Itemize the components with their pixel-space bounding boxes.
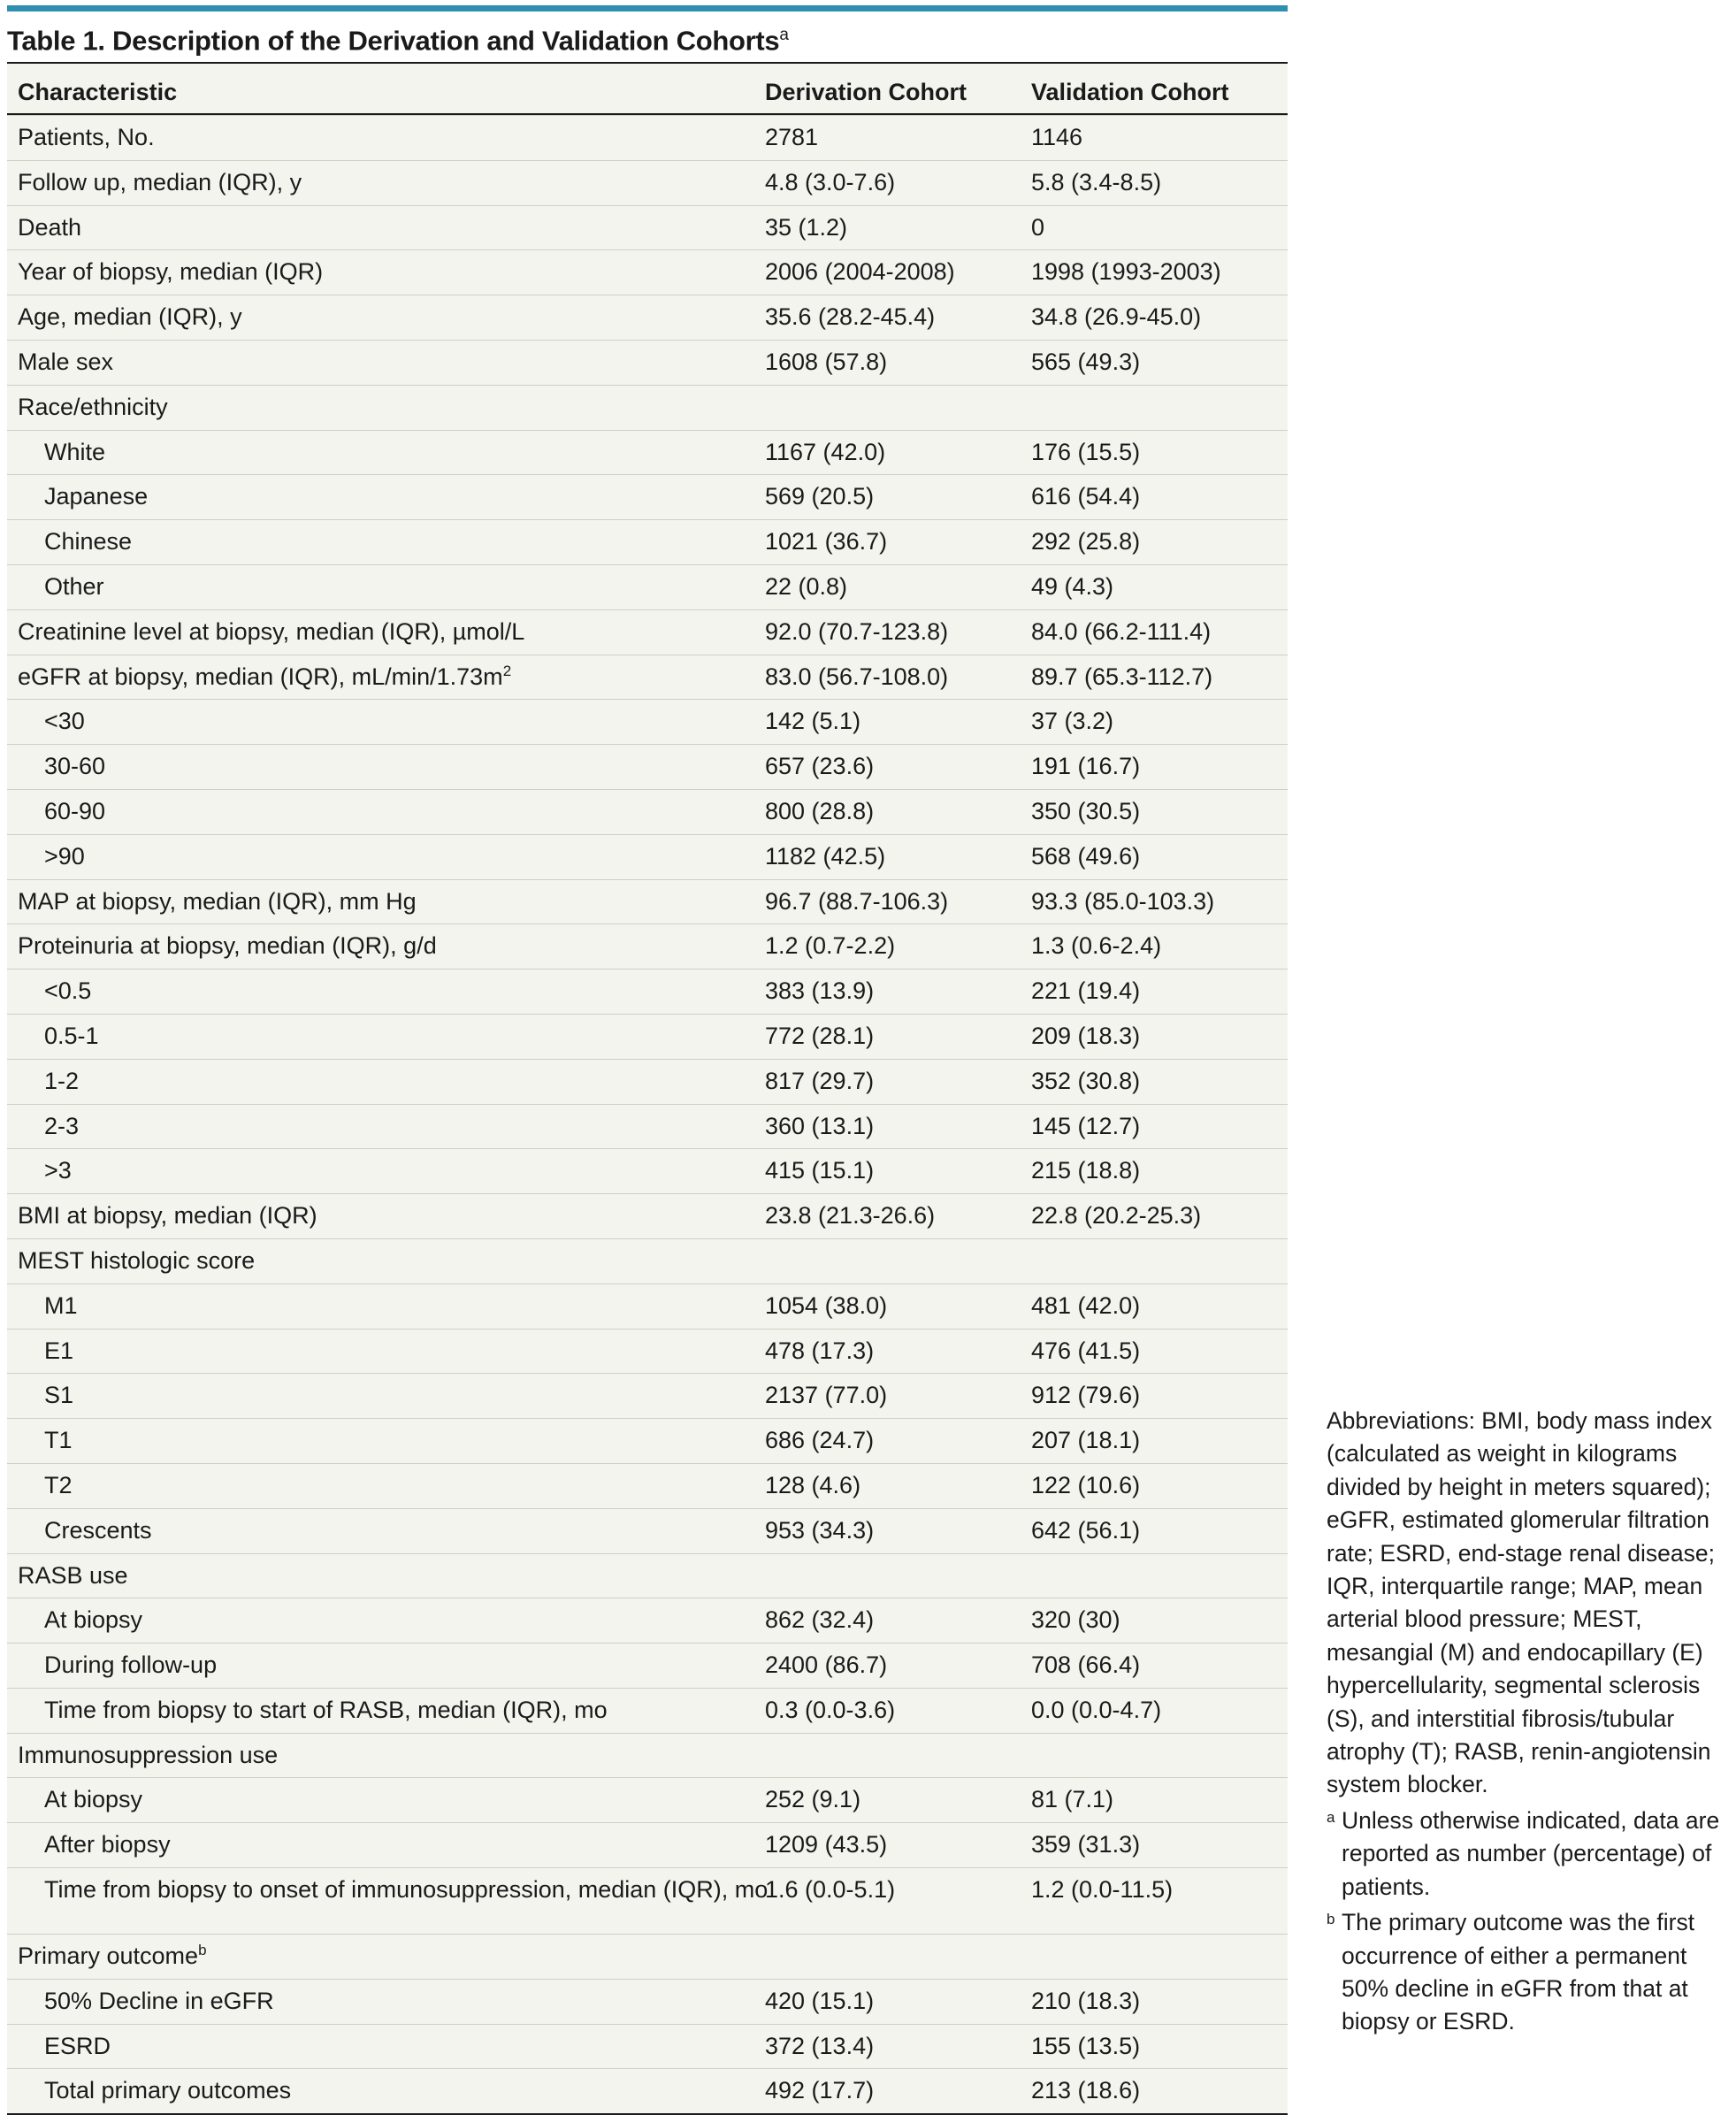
row-derivation-value: 1.2 (0.7-2.2) [765, 932, 896, 960]
row-derivation-value: 2400 (86.7) [765, 1651, 888, 1679]
row-label-superscript: 2 [502, 662, 512, 679]
row-label: Death [18, 213, 82, 241]
row-label: M1 [44, 1291, 78, 1319]
row-derivation-value: 478 (17.3) [765, 1337, 875, 1364]
row-label: Male sex [18, 348, 114, 375]
row-derivation-value: 4.8 (3.0-7.6) [765, 168, 896, 195]
row-label: Primary outcome [18, 1943, 199, 1970]
row-label: Proteinuria at biopsy, median (IQR), g/d [18, 932, 437, 960]
table-row [7, 1553, 1288, 1598]
row-label: Immunosuppression use [18, 1741, 279, 1768]
table-row [7, 834, 1288, 879]
row-characteristic [18, 924, 752, 969]
row-characteristic [44, 2069, 778, 2113]
row-label: MEST histologic score [18, 1246, 256, 1274]
row-label: Patients, No. [18, 124, 155, 150]
row-validation-value: 176 (15.5) [1031, 438, 1141, 465]
row-characteristic [44, 431, 778, 475]
row-validation-value: 568 (49.6) [1031, 842, 1141, 870]
row-label: At biopsy [44, 1786, 143, 1813]
table-row [7, 1979, 1288, 2024]
table-row [7, 1463, 1288, 1508]
row-characteristic [44, 1980, 778, 2024]
row-validation-value: 22.8 (20.2-25.3) [1031, 1202, 1202, 1230]
row-characteristic [18, 206, 752, 250]
row-label: Follow up, median (IQR), y [18, 168, 302, 195]
table-title-text: Table 1. Description of the Derivation and Validation Cohorts [7, 25, 780, 57]
row-label: RASB use [18, 1561, 128, 1589]
row-validation-value: 292 (25.8) [1031, 528, 1141, 556]
row-validation-value: 350 (30.5) [1031, 797, 1141, 824]
row-label: After biopsy [44, 1831, 171, 1858]
row-label: 0.5-1 [44, 1022, 99, 1049]
row-label: 60-90 [44, 797, 106, 824]
row-validation-value: 207 (18.1) [1031, 1427, 1141, 1454]
row-derivation-value: 800 (28.8) [765, 797, 875, 824]
table-row [7, 385, 1288, 430]
row-validation-value: 93.3 (85.0-103.3) [1031, 887, 1215, 915]
row-validation-value: 34.8 (26.9-45.0) [1031, 303, 1202, 331]
row-characteristic [44, 565, 778, 609]
row-characteristic [18, 880, 752, 924]
footnote-b [1327, 1906, 1729, 2039]
row-characteristic [18, 295, 752, 340]
row-characteristic [44, 1015, 778, 1059]
row-label: <0.5 [44, 977, 92, 1005]
row-label: 50% Decline in eGFR [44, 1987, 274, 2014]
row-label: 2-3 [44, 1112, 80, 1139]
table-row [7, 249, 1288, 295]
row-derivation-value: 1021 (36.7) [765, 528, 888, 556]
table-row [7, 1867, 1288, 1934]
row-validation-value: 89.7 (65.3-112.7) [1031, 663, 1213, 690]
table-row [7, 2068, 1288, 2115]
row-label: BMI at biopsy, median (IQR) [18, 1202, 317, 1230]
row-validation-value: 215 (18.8) [1031, 1157, 1141, 1184]
row-characteristic [44, 1778, 778, 1822]
row-characteristic [18, 1734, 752, 1778]
row-validation-value: 155 (13.5) [1031, 2032, 1141, 2059]
row-characteristic [44, 790, 778, 834]
row-label: >3 [44, 1157, 72, 1184]
table-row [7, 1934, 1288, 1979]
row-characteristic [44, 1149, 778, 1193]
row-label: eGFR at biopsy, median (IQR), mL/min/1.73m [18, 663, 503, 690]
row-derivation-value: 2006 (2004-2008) [765, 258, 955, 286]
row-derivation-value: 2137 (77.0) [765, 1382, 888, 1409]
row-derivation-value: 360 (13.1) [765, 1112, 875, 1139]
row-characteristic [44, 1284, 778, 1329]
table-row [7, 1193, 1288, 1238]
table-row [7, 744, 1288, 789]
row-characteristic [44, 1374, 778, 1418]
row-derivation-value: 420 (15.1) [765, 1987, 875, 2014]
row-derivation-value: 372 (13.4) [765, 2032, 875, 2059]
row-label: 30-60 [44, 753, 106, 780]
row-derivation-value: 657 (23.6) [765, 753, 875, 780]
table-row [7, 1598, 1288, 1643]
row-derivation-value: 1608 (57.8) [765, 348, 888, 375]
row-characteristic [44, 1060, 778, 1104]
row-validation-value: 37 (3.2) [1031, 708, 1114, 735]
table-notes [1327, 1405, 1729, 2042]
table-row [7, 1238, 1288, 1284]
footnote-b-text: The primary outcome was the first occurrence of either a permanent 50% decline in eGFR from that at biopsy or ESRD. [1342, 1909, 1695, 2035]
row-validation-value: 359 (31.3) [1031, 1831, 1141, 1858]
row-characteristic [44, 1330, 778, 1374]
row-characteristic [18, 610, 752, 655]
table-row [7, 789, 1288, 834]
table-row [7, 1104, 1288, 1149]
top-rule [7, 5, 1288, 11]
row-characteristic [18, 655, 752, 700]
table-row [7, 923, 1288, 969]
row-derivation-value: 953 (34.3) [765, 1516, 875, 1544]
row-label: At biopsy [44, 1606, 143, 1634]
row-characteristic [44, 1105, 778, 1149]
row-validation-value: 1.2 (0.0-11.5) [1031, 1876, 1174, 1904]
row-derivation-value: 1054 (38.0) [765, 1291, 888, 1319]
row-label: S1 [44, 1382, 74, 1409]
table-row [7, 295, 1288, 340]
row-characteristic [44, 745, 778, 789]
row-label: Chinese [44, 528, 133, 556]
row-label: Japanese [44, 483, 149, 510]
header-derivation: Derivation Cohort [765, 79, 967, 105]
table-title [7, 18, 1288, 58]
row-characteristic [44, 1689, 778, 1733]
row-derivation-value: 1.6 (0.0-5.1) [765, 1876, 896, 1904]
row-derivation-value: 415 (15.1) [765, 1157, 875, 1184]
row-validation-value: 352 (30.8) [1031, 1067, 1141, 1094]
row-label: Race/ethnicity [18, 393, 168, 420]
table-row [7, 1508, 1288, 1553]
table-body [7, 115, 1288, 2115]
row-label: MAP at biopsy, median (IQR), mm Hg [18, 887, 417, 915]
row-validation-value: 912 (79.6) [1031, 1382, 1141, 1409]
table-row [7, 1822, 1288, 1867]
row-label: During follow-up [44, 1651, 218, 1679]
row-characteristic [18, 250, 752, 295]
row-validation-value: 0 [1031, 213, 1045, 241]
table-row [7, 1014, 1288, 1059]
table-row [7, 609, 1288, 655]
row-label: Time from biopsy to start of RASB, median (IQR), mo [44, 1696, 608, 1723]
table-row [7, 1643, 1288, 1688]
row-validation-value: 565 (49.3) [1031, 348, 1141, 375]
table-header-row [7, 64, 1288, 115]
row-validation-value: 210 (18.3) [1031, 1987, 1141, 2014]
row-label: Time from biopsy to onset of immunosuppression, median (IQR), mo [44, 1876, 769, 1904]
row-characteristic [44, 1509, 778, 1553]
row-validation-value: 84.0 (66.2-111.4) [1031, 617, 1212, 645]
row-characteristic [44, 475, 778, 519]
footnote-b-mark: b [1327, 1911, 1335, 1928]
table-row [7, 1777, 1288, 1822]
row-characteristic [18, 1239, 752, 1284]
row-derivation-value: 1182 (42.5) [765, 842, 886, 870]
row-derivation-value: 862 (32.4) [765, 1606, 875, 1634]
row-derivation-value: 492 (17.7) [765, 2077, 875, 2104]
row-validation-value: 1.3 (0.6-2.4) [1031, 932, 1162, 960]
table-row [7, 1059, 1288, 1104]
table-row [7, 340, 1288, 385]
row-label: Age, median (IQR), y [18, 303, 242, 331]
table-row [7, 1284, 1288, 1329]
row-derivation-value: 252 (9.1) [765, 1786, 861, 1813]
row-derivation-value: 569 (20.5) [765, 483, 875, 510]
row-validation-value: 1998 (1993-2003) [1031, 258, 1221, 286]
row-label: Total primary outcomes [44, 2077, 292, 2104]
row-characteristic [44, 1598, 778, 1643]
row-validation-value: 145 (12.7) [1031, 1112, 1141, 1139]
row-derivation-value: 35 (1.2) [765, 213, 848, 241]
row-label: White [44, 438, 106, 465]
table-row [7, 160, 1288, 205]
row-validation-value: 616 (54.4) [1031, 483, 1141, 510]
row-characteristic [44, 1875, 778, 1904]
table-title-footnote-mark: a [779, 26, 789, 44]
row-label: T2 [44, 1471, 73, 1498]
table-row [7, 1373, 1288, 1418]
table-row [7, 519, 1288, 564]
row-validation-value: 481 (42.0) [1031, 1291, 1141, 1319]
row-characteristic [18, 341, 752, 385]
row-derivation-value: 83.0 (56.7-108.0) [765, 663, 949, 690]
table-row [7, 115, 1288, 160]
row-label: Crescents [44, 1516, 152, 1544]
footnote-a-mark: a [1327, 1808, 1335, 1826]
table-row [7, 1688, 1288, 1733]
row-label: 1-2 [44, 1067, 80, 1094]
row-validation-value: 221 (19.4) [1031, 977, 1141, 1005]
row-characteristic [18, 386, 752, 430]
table-row [7, 564, 1288, 609]
row-validation-value: 642 (56.1) [1031, 1516, 1141, 1544]
row-derivation-value: 2781 [765, 124, 819, 150]
table-row [7, 1329, 1288, 1374]
row-characteristic [44, 1644, 778, 1688]
row-characteristic [44, 520, 778, 564]
row-validation-value: 708 (66.4) [1031, 1651, 1141, 1679]
row-characteristic [18, 161, 752, 205]
table-row [7, 1418, 1288, 1463]
row-validation-value: 476 (41.5) [1031, 1337, 1141, 1364]
row-derivation-value: 772 (28.1) [765, 1022, 875, 1049]
table-row [7, 1148, 1288, 1193]
row-characteristic [44, 700, 778, 744]
row-validation-value: 191 (16.7) [1031, 753, 1141, 780]
table-row [7, 699, 1288, 744]
footnote-a [1327, 1805, 1729, 1904]
row-label: T1 [44, 1427, 73, 1454]
row-derivation-value: 817 (29.7) [765, 1067, 875, 1094]
row-label: ESRD [44, 2032, 111, 2059]
row-derivation-value: 142 (5.1) [765, 708, 861, 735]
row-derivation-value: 383 (13.9) [765, 977, 875, 1005]
table-row [7, 655, 1288, 700]
row-label: >90 [44, 842, 85, 870]
table-row [7, 1733, 1288, 1778]
row-derivation-value: 96.7 (88.7-106.3) [765, 887, 949, 915]
row-label: Other [44, 572, 104, 600]
row-validation-value: 0.0 (0.0-4.7) [1031, 1696, 1162, 1723]
table-row [7, 205, 1288, 250]
row-derivation-value: 92.0 (70.7-123.8) [765, 617, 949, 645]
table-row [7, 430, 1288, 475]
table-row [7, 879, 1288, 924]
row-validation-value: 5.8 (3.4-8.5) [1031, 168, 1162, 195]
footnote-a-text: Unless otherwise indicated, data are reported as number (percentage) of patients. [1342, 1806, 1720, 1900]
row-validation-value: 81 (7.1) [1031, 1786, 1114, 1813]
row-label: E1 [44, 1337, 74, 1364]
row-validation-value: 209 (18.3) [1031, 1022, 1141, 1049]
row-label: Creatinine level at biopsy, median (IQR), µmol/L [18, 617, 525, 645]
row-validation-value: 320 (30) [1031, 1606, 1120, 1634]
row-derivation-value: 1209 (43.5) [765, 1831, 888, 1858]
header-characteristic: Characteristic [18, 79, 178, 105]
row-derivation-value: 128 (4.6) [765, 1471, 861, 1498]
table-row [7, 2024, 1288, 2069]
table-row [7, 969, 1288, 1014]
row-derivation-value: 1167 (42.0) [765, 438, 886, 465]
row-characteristic [44, 969, 778, 1014]
row-validation-value: 122 (10.6) [1031, 1471, 1141, 1498]
row-derivation-value: 22 (0.8) [765, 572, 848, 600]
row-label: <30 [44, 708, 85, 735]
row-characteristic [44, 1464, 778, 1508]
row-characteristic [44, 2025, 778, 2069]
table-row [7, 474, 1288, 519]
row-derivation-value: 0.3 (0.0-3.6) [765, 1696, 896, 1723]
row-validation-value: 213 (18.6) [1031, 2077, 1141, 2104]
abbreviations-note: Abbreviations: BMI, body mass index (calculated as weight in kilograms divided by height in meters squared); eGFR, estimated glomerular filtration rate; ESRD, end-stage renal disease; IQR, interquartile range; MAP, mean arterial blood pressure; MEST, mesangial (M) and endocapillary (E) hypercellularity, segmental sclerosis (S), and interstitial fibrosis/tubular atrophy (T); RASB, renin-angiotensin system blocker. [1327, 1407, 1715, 1798]
row-validation-value: 1146 [1031, 124, 1083, 150]
row-characteristic [44, 1823, 778, 1867]
row-label-superscript: b [198, 1942, 207, 1959]
row-characteristic [44, 1419, 778, 1463]
row-label: Year of biopsy, median (IQR) [18, 258, 324, 286]
row-derivation-value: 686 (24.7) [765, 1427, 875, 1454]
header-validation: Validation Cohort [1031, 79, 1229, 105]
row-derivation-value: 23.8 (21.3-26.6) [765, 1202, 936, 1230]
row-derivation-value: 35.6 (28.2-45.4) [765, 303, 936, 331]
row-characteristic [18, 1935, 752, 1979]
row-characteristic [18, 116, 752, 160]
row-validation-value: 49 (4.3) [1031, 572, 1114, 600]
row-characteristic [18, 1194, 752, 1238]
row-characteristic [44, 835, 778, 879]
row-characteristic [18, 1554, 752, 1598]
cohort-table [7, 62, 1288, 2115]
